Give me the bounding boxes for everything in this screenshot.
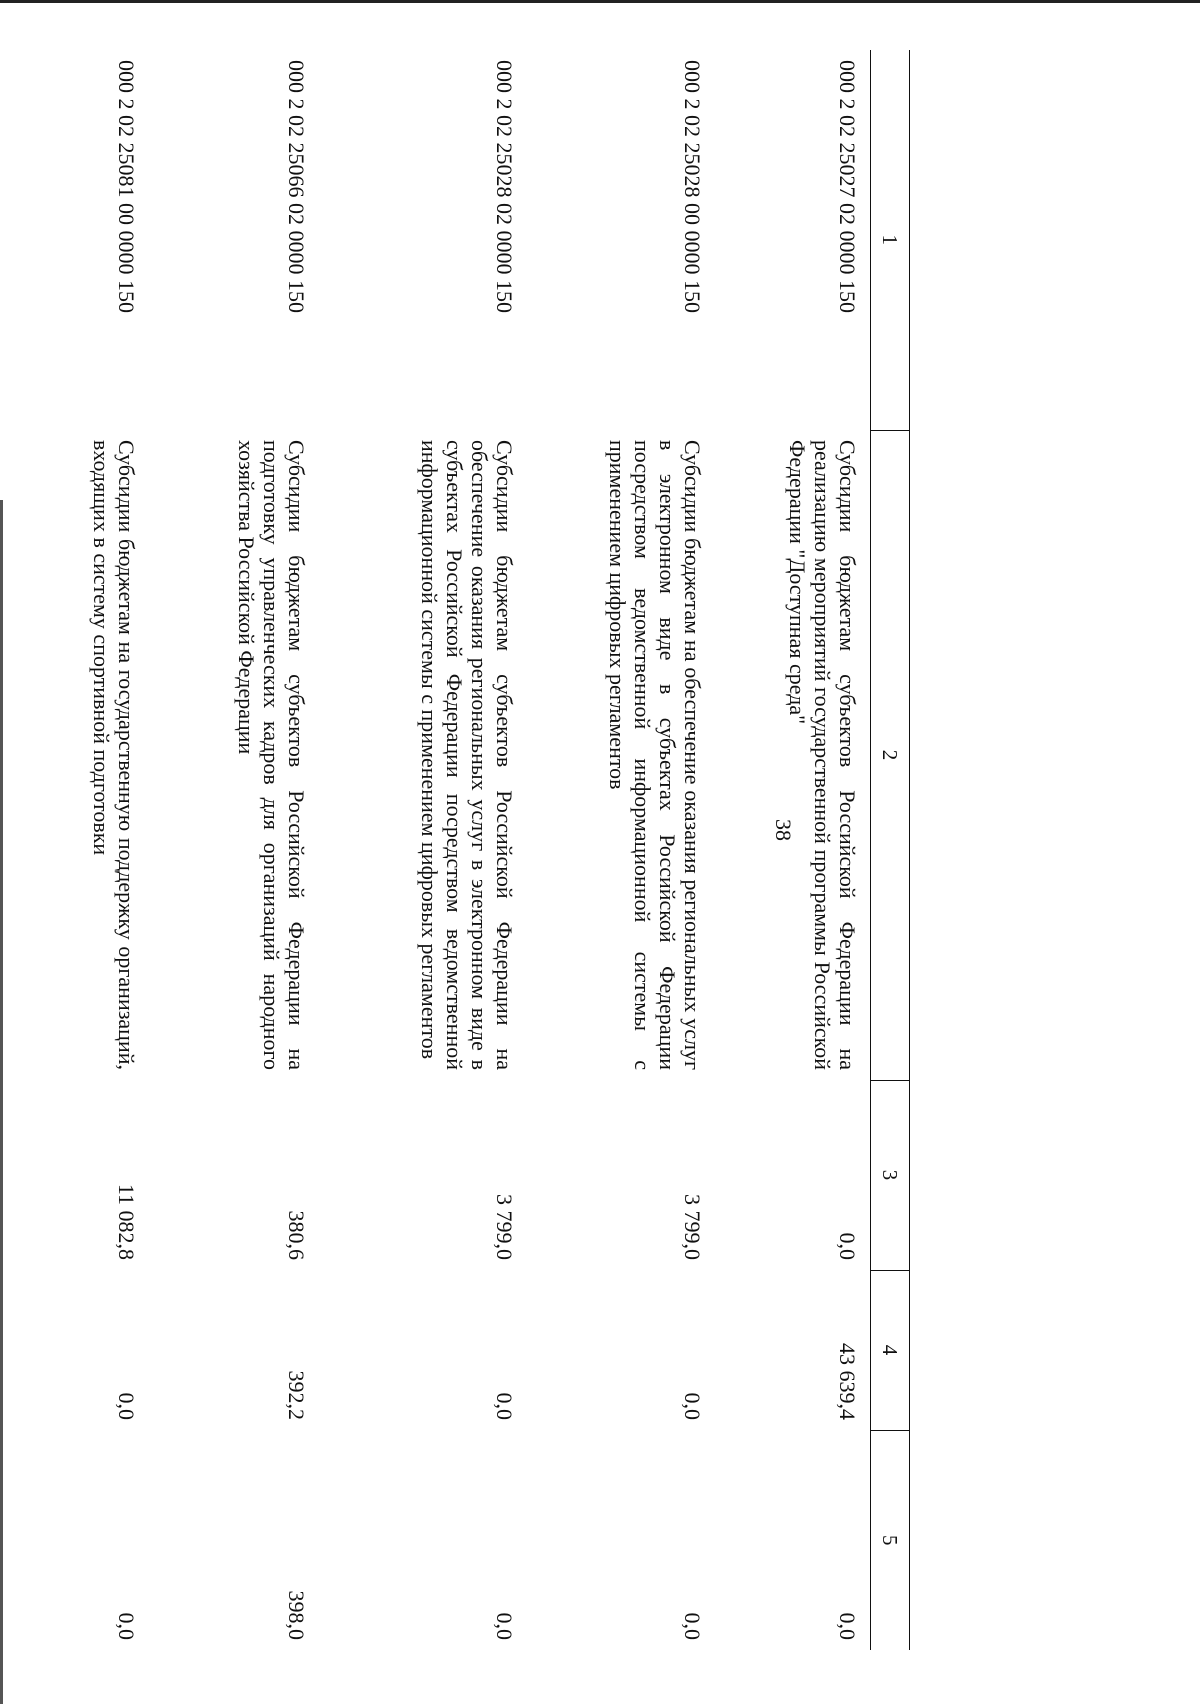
table-row xyxy=(319,50,527,1650)
table-row xyxy=(527,50,715,1650)
value-col-4: 392,2 xyxy=(284,1370,309,1420)
table-row xyxy=(49,50,149,1650)
row-description: Субсидии бюджетам субъектов Российской Федерации на подготовку управленческих кадров для организаций народного хозяйства Российской Федерации xyxy=(234,440,309,1070)
row-description: Субсидии бюджетам субъектов Российской Федерации на обеспечение оказания региональных услуг в электронном виде в субъектах Российской Федерации посредством ведомственной информационной системы с применением цифровых регламентов xyxy=(417,440,517,1070)
row-description: Субсидии бюджетам на обеспечение оказания региональных услуг в электронном виде в субъектах Российской Федерации посредством ведомственной информационной системы с применением цифровых регламентов xyxy=(605,440,705,1070)
table-row xyxy=(149,50,319,1650)
value-col-3: 380,6 xyxy=(284,1210,309,1260)
budget-code: 000 2 02 25027 02 0000 150 xyxy=(835,60,860,313)
value-col-4: 0,0 xyxy=(680,1392,705,1420)
value-col-3: 0,0 xyxy=(835,1232,860,1260)
header-row xyxy=(871,50,910,1650)
scan-edge-left xyxy=(0,500,3,1704)
header-col-4: 4 xyxy=(871,1270,910,1430)
header-col-5: 5 xyxy=(871,1430,910,1650)
value-col-3: 11 082,8 xyxy=(114,1183,139,1260)
page-number: 38 xyxy=(771,819,796,841)
table-row xyxy=(715,50,871,1650)
row-description: Субсидии бюджетам субъектов Российской Федерации на реализацию мероприятий государственной программы Российской Федерации "Доступная среда" xyxy=(785,440,860,1070)
value-col-3: 3 799,0 xyxy=(492,1194,517,1260)
row-description: Субсидии бюджетам на государственную поддержку организаций, входящих в систему спортивной подготовки xyxy=(89,440,139,1070)
header-col-1: 1 xyxy=(871,50,910,430)
value-col-5: 398,0 xyxy=(284,1590,309,1640)
value-col-5: 0,0 xyxy=(114,1612,139,1640)
value-col-5: 0,0 xyxy=(492,1612,517,1640)
value-col-3: 3 799,0 xyxy=(680,1194,705,1260)
scan-edge-top xyxy=(0,0,1200,3)
rotated-table-wrapper xyxy=(89,50,910,1650)
budget-code: 000 2 02 25028 00 0000 150 xyxy=(680,60,705,313)
value-col-4: 0,0 xyxy=(492,1392,517,1420)
budget-code: 000 2 02 25066 02 0000 150 xyxy=(284,60,309,313)
header-col-2: 2 xyxy=(871,430,910,1080)
budget-table xyxy=(49,50,910,1650)
value-col-5: 0,0 xyxy=(680,1612,705,1640)
value-col-5: 0,0 xyxy=(835,1612,860,1640)
budget-code: 000 2 02 25028 02 0000 150 xyxy=(492,60,517,313)
header-col-3: 3 xyxy=(871,1080,910,1270)
value-col-4: 0,0 xyxy=(114,1392,139,1420)
value-col-4: 43 639,4 xyxy=(835,1343,860,1420)
budget-code: 000 2 02 25081 00 0000 150 xyxy=(114,60,139,313)
